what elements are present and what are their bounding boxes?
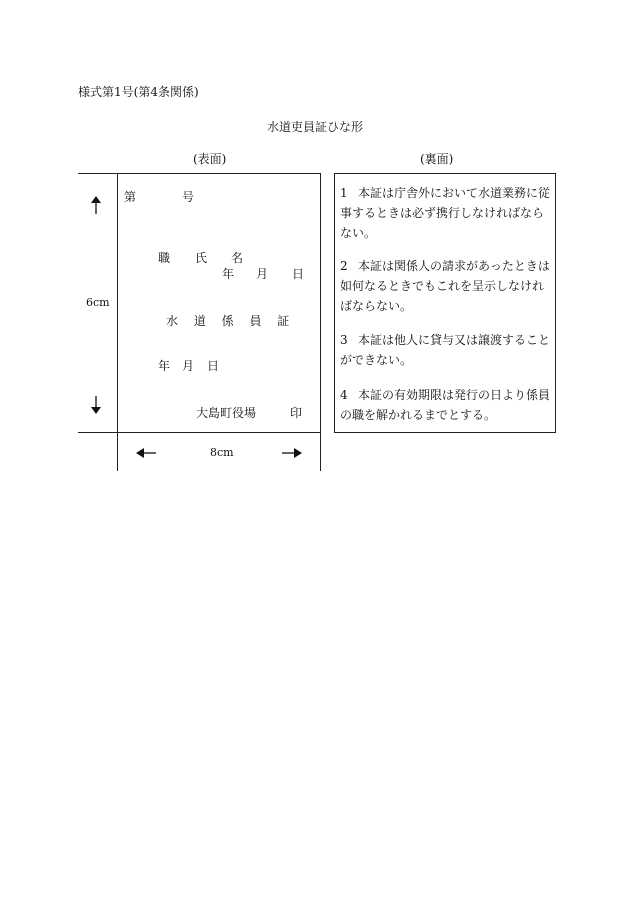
issue-year: 年 <box>158 359 171 373</box>
front-top-line <box>78 173 321 174</box>
arrow-down-icon <box>89 396 103 414</box>
issue-month: 月 <box>182 359 195 373</box>
number-label-dai: 第 <box>124 190 137 204</box>
arrow-up-icon <box>89 196 103 214</box>
seal-label: 印 <box>290 406 303 420</box>
birth-day: 日 <box>292 267 305 281</box>
back-item-number: 4 <box>340 388 348 402</box>
form-number: 様式第1号(第4条関係) <box>78 85 199 99</box>
document-title: 水道吏員証ひな形 <box>267 120 364 134</box>
back-item-4 <box>340 385 555 425</box>
back-item-number: 3 <box>340 333 348 347</box>
back-item-2 <box>340 256 555 316</box>
back-item-text: 本証の有効期限は発行の日より係員の職を解かれるまでとする。 <box>340 388 551 422</box>
front-bottom-line <box>78 432 321 433</box>
issue-day: 日 <box>207 359 220 373</box>
issuer-name: 大島町役場 <box>196 406 257 420</box>
back-item-text: 本証は他人に貸与又は譲渡することができない。 <box>340 333 551 367</box>
name-label: 氏 名 <box>195 251 244 265</box>
back-item-1 <box>340 183 555 243</box>
arrow-left-icon <box>136 447 156 459</box>
front-heading: (表面) <box>193 152 227 166</box>
arrow-right-icon <box>282 447 302 459</box>
back-item-text: 本証は庁舎外において水道業務に従事するときは必ず携行しなければならない。 <box>340 186 551 240</box>
birth-year: 年 <box>222 267 235 281</box>
number-label-go: 号 <box>182 190 195 204</box>
back-item-number: 1 <box>340 186 348 200</box>
back-item-text: 本証は関係人の請求があったときは如何なるときでもこれを呈示しなければならない。 <box>340 259 550 313</box>
back-heading: (裏面) <box>420 152 454 166</box>
card-title: 水 道 係 員 証 <box>166 314 292 328</box>
width-dimension: 8cm <box>210 446 234 459</box>
birth-month: 月 <box>256 267 269 281</box>
back-item-3 <box>340 330 555 370</box>
front-left-line <box>117 173 118 471</box>
back-item-number: 2 <box>340 259 348 273</box>
front-right-line <box>320 173 321 471</box>
position-label: 職 <box>158 251 171 265</box>
height-dimension: 6cm <box>86 296 110 309</box>
